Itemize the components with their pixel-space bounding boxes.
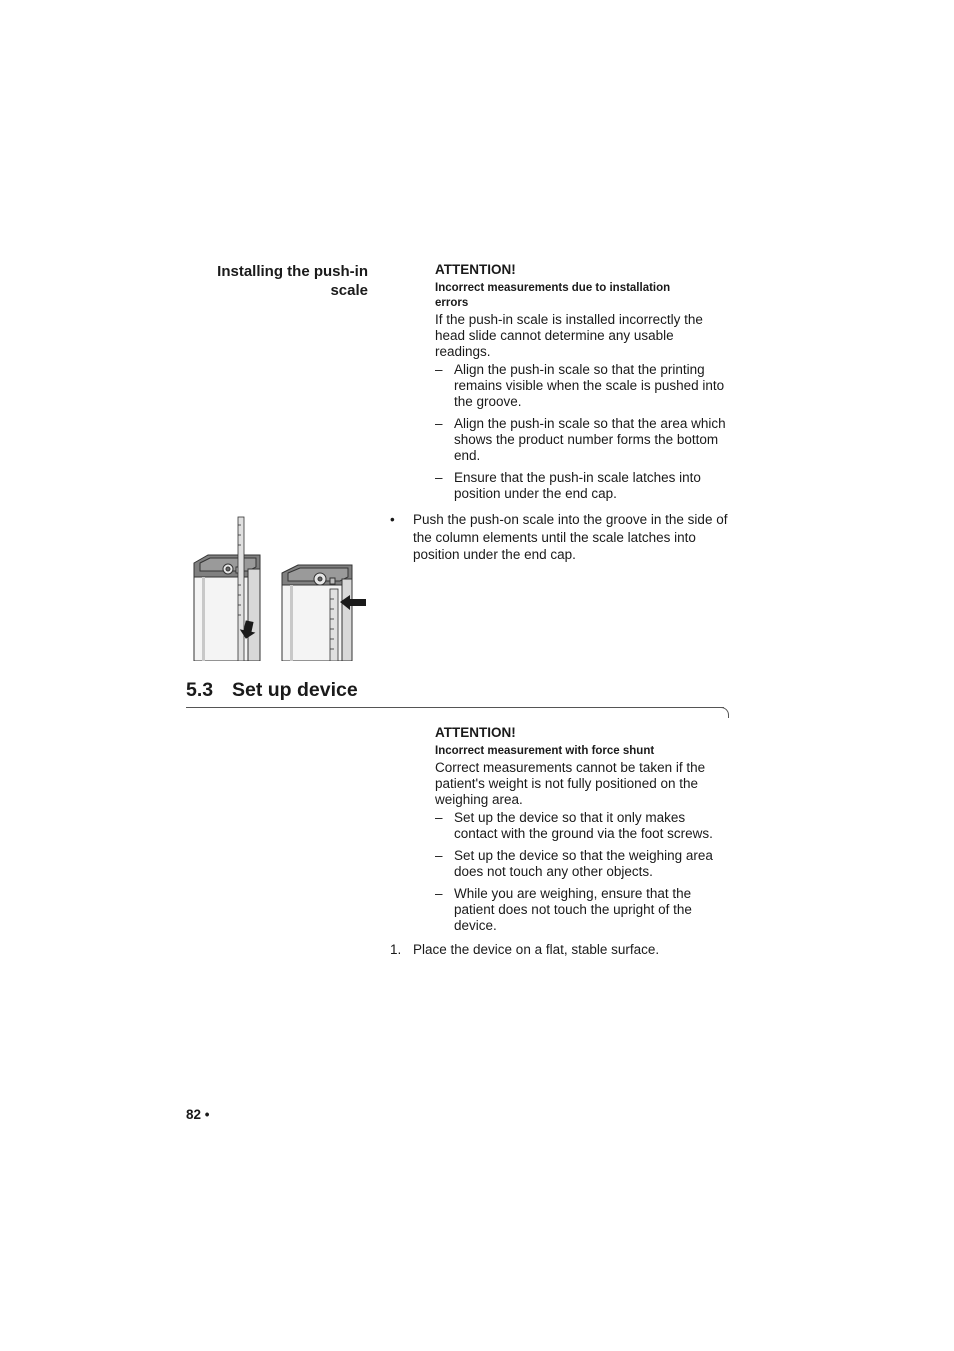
- dash-list-item: – Align the push-in scale so that the area which shows the product number forms the bottom end.: [435, 416, 731, 464]
- section-heading-set-up-device: [186, 678, 358, 702]
- dash-list-item: – Set up the device so that the weighing area does not touch any other objects.: [435, 848, 731, 880]
- section-divider-corner: [720, 707, 729, 718]
- attention-dash-list: [435, 810, 731, 934]
- attention-subtitle-line-2: errors: [435, 297, 469, 309]
- attention-text: Correct measurements cannot be taken if the patient's weight is not fully positioned on the weighing area.: [435, 760, 706, 807]
- dash-list-item: – Ensure that the push-in scale latches into position under the end cap.: [435, 470, 731, 502]
- attention-title: ATTENTION!: [435, 262, 516, 277]
- side-heading-install-scale: [186, 262, 368, 300]
- side-heading-line-1: Installing the push-in: [217, 263, 368, 280]
- step-number: 1.: [390, 942, 402, 957]
- push-in-scale-illustration: [192, 515, 372, 661]
- bullet-icon: •: [390, 512, 395, 527]
- attention-dash-list: [435, 362, 731, 502]
- push-in-scale-strip-left: [238, 517, 244, 661]
- section-title: Set up device: [232, 679, 358, 701]
- attention-title: ATTENTION!: [435, 725, 516, 740]
- bullet-text: Push the push-on scale into the groove in the side of the column elements until the scale latches into position under the end cap.: [413, 512, 728, 562]
- attention-text: If the push-in scale is installed incorrectly the head slide cannot determine any usable readings.: [435, 312, 703, 359]
- step-text: Place the device on a flat, stable surface.: [413, 942, 660, 957]
- attention-block-install: [435, 262, 731, 508]
- section-number: 5.3: [186, 679, 214, 701]
- section-divider: [186, 707, 724, 708]
- column-element-right: [282, 565, 352, 661]
- instruction-step-1: [390, 941, 730, 958]
- attention-subtitle-line-1: Incorrect measurements due to installation: [435, 282, 671, 294]
- push-in-scale-strip-right: [330, 589, 338, 661]
- attention-block-setup: [435, 725, 731, 940]
- attention-subtitle: Incorrect measurement with force shunt: [435, 745, 655, 757]
- side-heading-line-2: scale: [330, 282, 368, 299]
- dash-list-item: – Set up the device so that it only makes contact with the ground via the foot screws.: [435, 810, 731, 842]
- column-element-left: [194, 555, 260, 661]
- attention-subtitle: [435, 280, 731, 311]
- dash-list-item: – While you are weighing, ensure that the patient does not touch the upright of the device.: [435, 886, 731, 934]
- instruction-bullet: [390, 511, 730, 564]
- dash-list-item: – Align the push-in scale so that the printing remains visible when the scale is pushed into the groove.: [435, 362, 731, 410]
- page-number: 82 •: [186, 1107, 210, 1122]
